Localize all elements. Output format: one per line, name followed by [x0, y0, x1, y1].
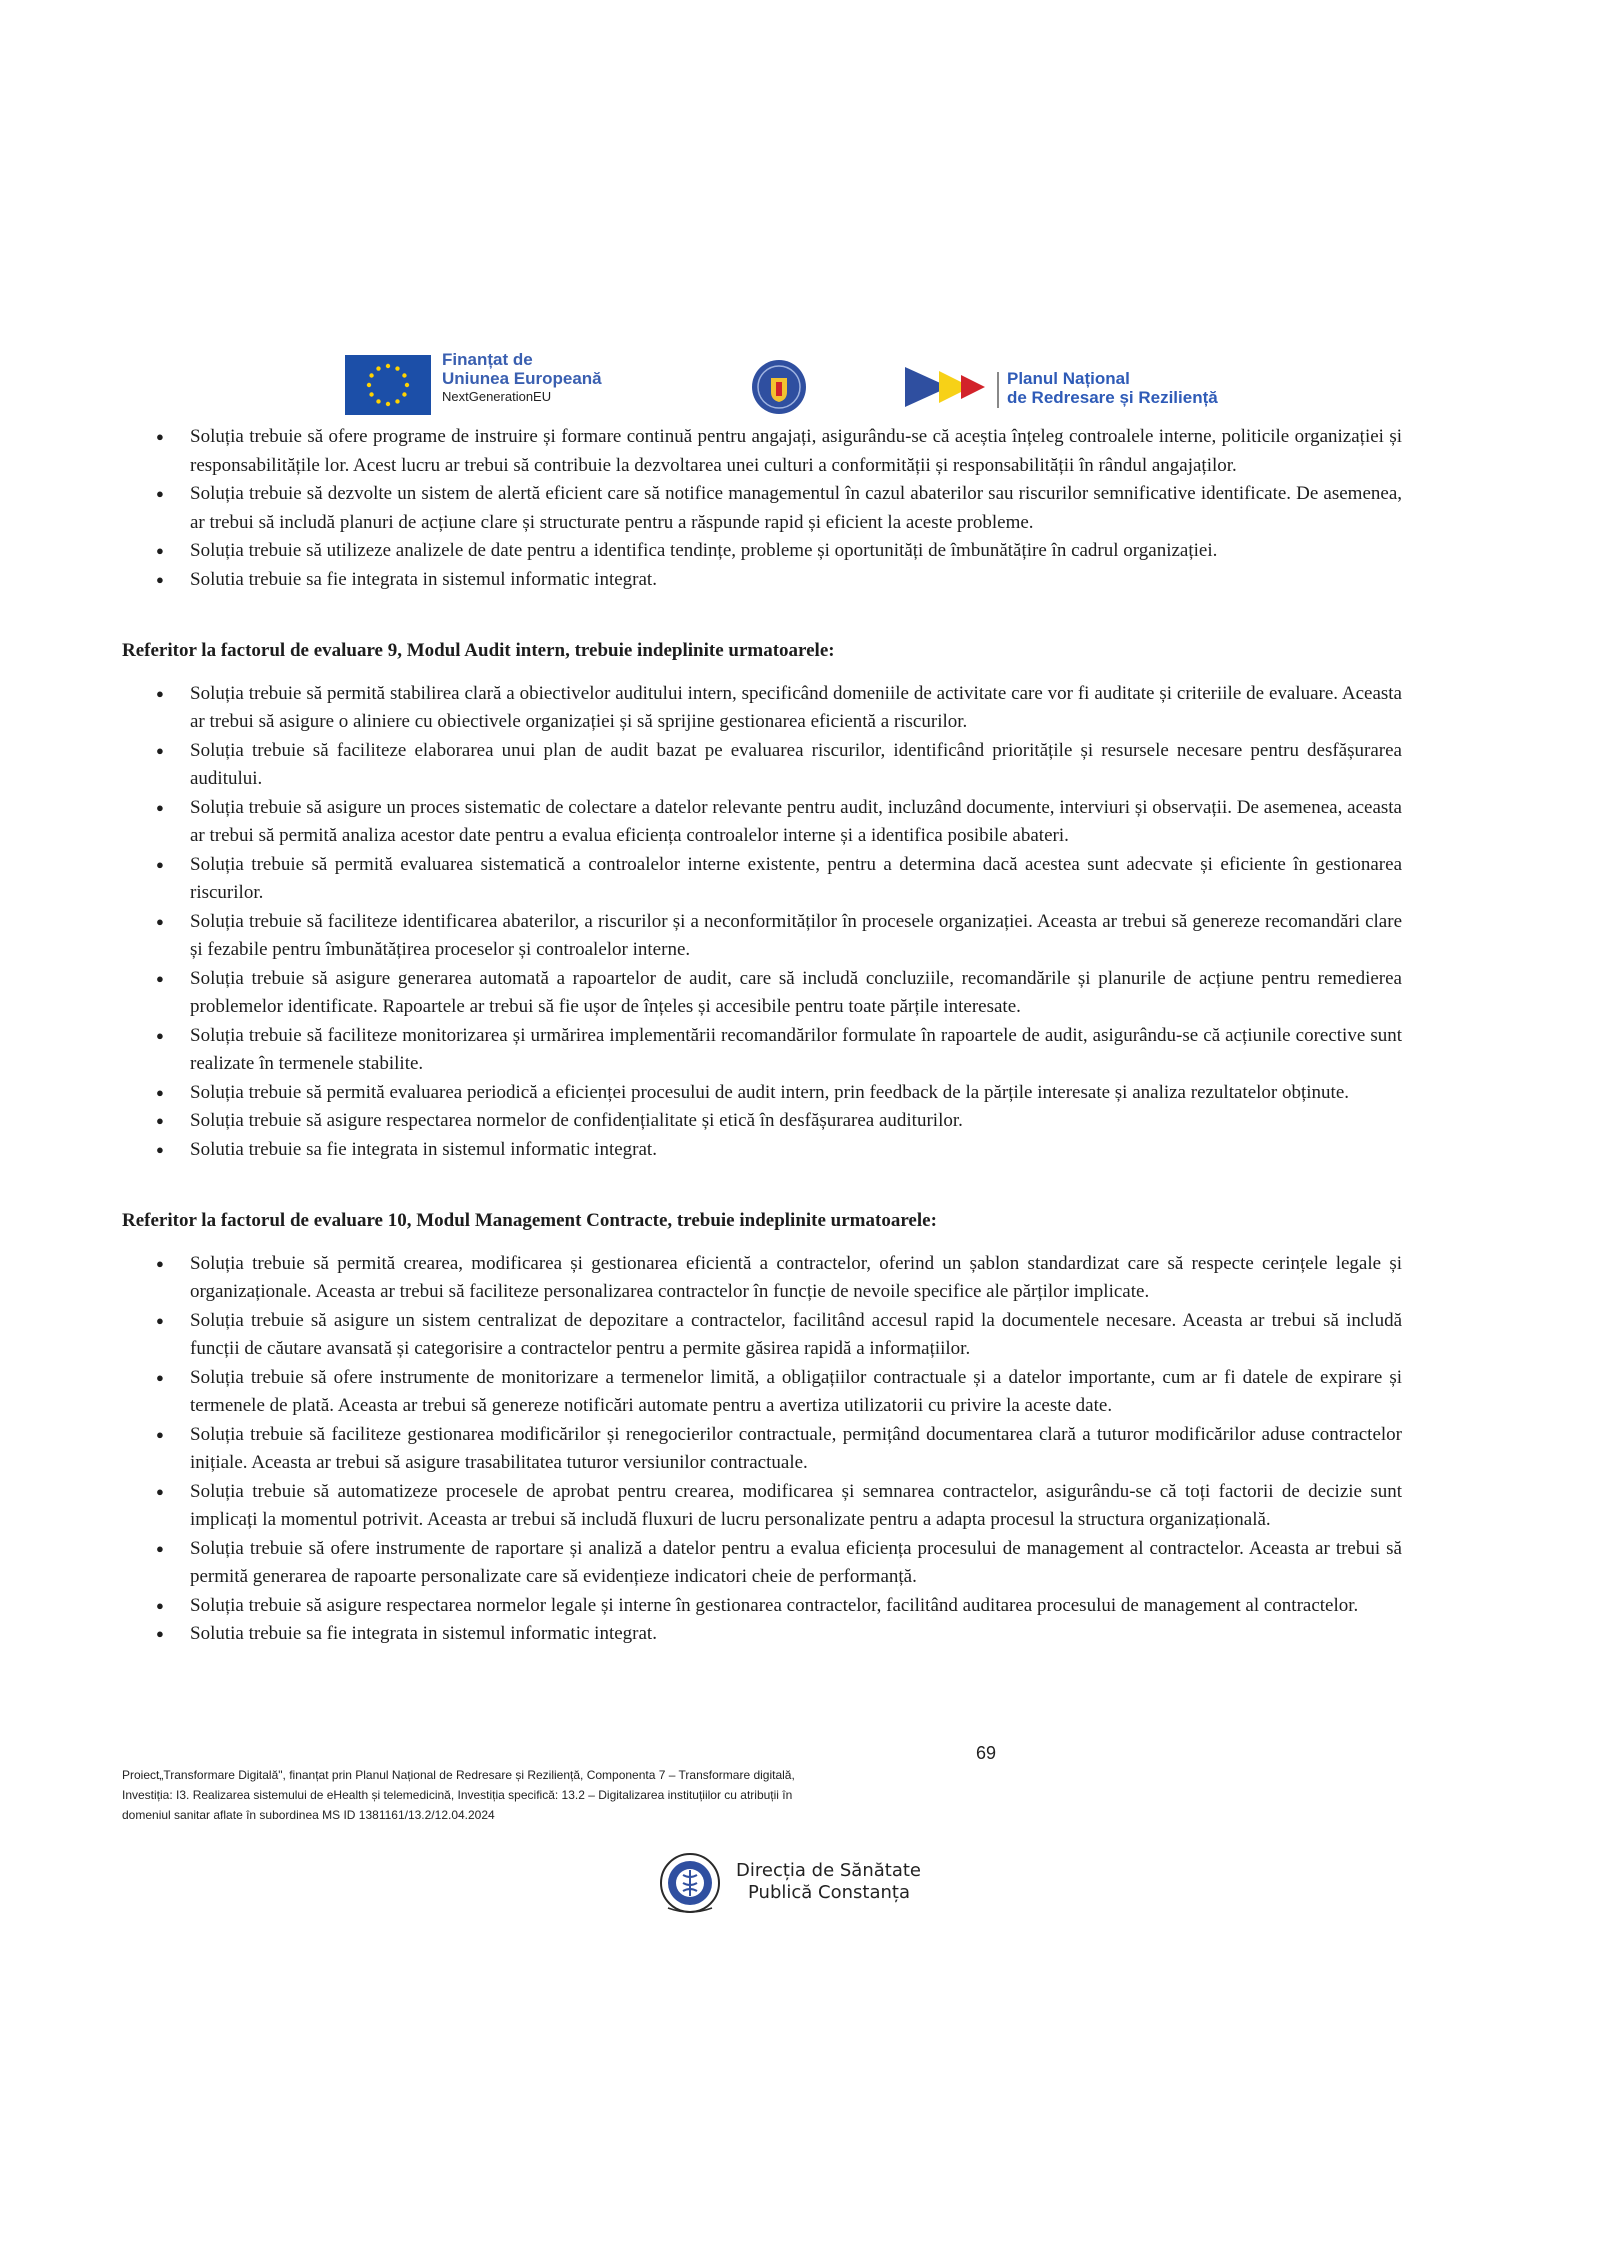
list-item: ● Soluția trebuie să permită evaluarea sistematică a controalelor interne existente, pentru a determina dacă acestea sunt adecvate și eficiente în gestionarea riscurilor.: [122, 851, 1402, 908]
list-item: ● Soluția trebuie să faciliteze elaborarea unui plan de audit bazat pe evaluarea riscurilor, identificând prioritățile și resursele necesare pentru desfășurarea auditului.: [122, 737, 1402, 794]
eu-star-icon: [402, 392, 406, 396]
eu-line-3: NextGenerationEU: [442, 389, 552, 405]
pnrr-label: [1007, 370, 1218, 407]
dsp-label: [736, 1860, 921, 1904]
eu-flag-icon: [345, 355, 431, 415]
eu-star-icon: [376, 366, 380, 370]
requirements-list-contracts: [122, 1250, 1402, 1649]
section-heading-audit: Referitor la factorul de evaluare 9, Modul Audit intern, trebuie indeplinite urmatoarele:: [122, 640, 835, 661]
eu-star-icon: [369, 373, 373, 377]
list-item: ● Soluția trebuie să permită evaluarea periodică a eficienței procesului de audit intern, prin feedback de la părțile interesate și analiza rezultatelor obținute.: [122, 1079, 1402, 1108]
list-item: ● Soluția trebuie să asigure respectarea normelor de confidențialitate și etică în desfășurarea auditurilor.: [122, 1107, 1402, 1136]
pnrr-line-2: de Redresare și Reziliență: [1007, 387, 1218, 407]
list-item: ● Soluția trebuie să faciliteze gestionarea modificărilor și renegocierilor contractuale, permițând documentarea clară a tuturor modificărilor aduse contractelor inițiale. Aceasta ar trebui să asigure trasabilitatea tuturor versiunilor contractuale.: [122, 1421, 1402, 1478]
eu-star-icon: [405, 383, 409, 387]
romanian-government-seal-icon: [750, 358, 808, 416]
footnote-line-3: domeniul sanitar aflate în subordinea MS ID 1381161/13.2/12.04.2024: [122, 1808, 495, 1822]
list-item: ● Solutia trebuie sa fie integrata in sistemul informatic integrat.: [122, 1136, 1402, 1165]
eu-star-icon: [369, 392, 373, 396]
eu-star-icon: [376, 399, 380, 403]
list-item: ● Soluția trebuie să permită stabilirea clară a obiectivelor auditului intern, specificând domeniile de activitate care vor fi auditate și criteriile de evaluare. Aceasta ar trebui să asigure o aliniere cu obiectivele organizației și să sprijine gestionarea eficientă a riscurilor.: [122, 680, 1402, 737]
project-footnote: [122, 1765, 1002, 1825]
eu-star-icon: [386, 402, 390, 406]
list-item: ● Soluția trebuie să ofere instrumente de monitorizare a termenelor limită, a obligațiilor contractuale și a datelor importante, cum ar fi datele de expirare și termenele de plată. Aceasta ar trebui să genereze notificări automate pentru a avertiza utilizatorii cu privire la aceste date.: [122, 1364, 1402, 1421]
list-item: ● Soluția trebuie să asigure un proces sistematic de colectare a datelor relevante pentru audit, incluzând documente, interviuri și observații. De asemenea, aceasta ar trebui să permită analiza acestor date pentru a evalua eficiența controalelor interne și a identifica posibile abateri.: [122, 794, 1402, 851]
document-body: [122, 423, 1402, 1649]
eu-star-icon: [367, 383, 371, 387]
list-item: ● Soluția trebuie să ofere programe de instruire și formare continuă pentru angajați, asigurându-se că aceștia înțeleg controalele interne, politicile organizației și responsabilitățile lor. Acest lucru ar trebui să contribuie la dezvoltarea unei culturi a conformității și responsabilității în rândul angajaților.: [122, 423, 1402, 480]
list-item: ● Soluția trebuie să permită crearea, modificarea și gestionarea eficientă a contractelor, oferind un șablon standardizat care să respecte cerințele legale și organizaționale. Aceasta ar trebui să faciliteze personalizarea contractelor în funcție de nevoile specifice ale părților implicate.: [122, 1250, 1402, 1307]
eu-funding-label: [442, 350, 602, 405]
dsp-line-2: Publică Constanța: [748, 1882, 910, 1903]
list-item: ● Soluția trebuie să faciliteze identificarea abaterilor, a riscurilor și a neconformităților în procesele organizației. Aceasta ar trebui să genereze recomandări clare și fezabile pentru îmbunătățirea proceselor și controalelor interne.: [122, 908, 1402, 965]
pnrr-divider: [997, 372, 999, 408]
list-item: ● Soluția trebuie să faciliteze monitorizarea și urmărirea implementării recomandărilor formulate în rapoartele de audit, asigurându-se că acțiunile corective sunt realizate în termenele stabilite.: [122, 1022, 1402, 1079]
funding-header: [345, 350, 1245, 420]
section-heading-contracts: Referitor la factorul de evaluare 10, Modul Management Contracte, trebuie indeplinite urmatoarele:: [122, 1210, 937, 1231]
list-item: ● Soluția trebuie să dezvolte un sistem de alertă eficient care să notifice managementul în cazul abaterilor sau riscurilor semnificative identificate. De asemenea, ar trebui să includă planuri de acțiune clare și structurate pentru a răspunde rapid și eficient la aceste probleme.: [122, 480, 1402, 537]
list-item: ● Soluția trebuie să asigure un sistem centralizat de depozitare a contractelor, facilitând accesul rapid la documentele necesare. Aceasta ar trebui să includă funcții de căutare avansată și categorisire a contractelor pentru a permite găsirea rapidă a informațiilor.: [122, 1307, 1402, 1364]
list-item: ● Soluția trebuie să utilizeze analizele de date pentru a identifica tendințe, probleme și oportunități de îmbunătățire în cadrul organizației.: [122, 537, 1402, 566]
footnote-line-1: Proiect„Transformare Digitală", finanțat prin Planul Național de Redresare și Reziliență, Componenta 7 – Transformare digitală,: [122, 1768, 795, 1782]
eu-line-2: Uniunea Europeană: [442, 369, 602, 389]
list-item: ● Solutia trebuie sa fie integrata in sistemul informatic integrat.: [122, 566, 1402, 595]
list-item: ● Solutia trebuie sa fie integrata in sistemul informatic integrat.: [122, 1620, 1402, 1649]
requirements-list-continued: [122, 423, 1402, 594]
list-item: ● Soluția trebuie să asigure generarea automată a rapoartelor de audit, care să includă concluziile, recomandările și planurile de acțiune pentru remedierea problemelor identificate. Rapoartele ar trebui să fie ușor de înțeles și accesibile pentru toate părțile interesate.: [122, 965, 1402, 1022]
dsp-line-1: Direcția de Sănătate: [736, 1860, 921, 1881]
eu-line-1: Finanțat de: [442, 350, 533, 369]
eu-star-icon: [395, 399, 399, 403]
list-item: ● Soluția trebuie să automatizeze procesele de aprobat pentru crearea, modificarea și semnarea contractelor, asigurându-se că toți factorii de decizie sunt implicați la momentul potrivit. Aceasta ar trebui să includă fluxuri de lucru personalizate pentru a adapta procesul la structura organizațională.: [122, 1478, 1402, 1535]
list-item: ● Soluția trebuie să asigure respectarea normelor legale și interne în gestionarea contractelor, facilitând auditarea procesului de management al contractelor.: [122, 1592, 1402, 1621]
eu-star-icon: [395, 366, 399, 370]
eu-star-icon: [386, 364, 390, 368]
dsp-constanta-logo: [650, 1850, 970, 1920]
dsp-emblem-icon: [650, 1850, 736, 1916]
requirements-list-audit: [122, 680, 1402, 1165]
list-item: ● Soluția trebuie să ofere instrumente de raportare și analiză a datelor pentru a evalua eficiența procesului de management al contractelor. Aceasta ar trebui să permită generarea de rapoarte personalizate care să evidențieze indicatori cheie de performanță.: [122, 1535, 1402, 1592]
eu-star-icon: [402, 373, 406, 377]
pnrr-line-1: Planul Național: [1007, 369, 1130, 388]
page-number: 69: [976, 1743, 997, 1763]
footnote-line-2: Investiția: I3. Realizarea sistemului de eHealth și telemedicină, Investiția specifică: 13.2 – Digitalizarea instituțiilor cu atribuții în: [122, 1788, 793, 1802]
